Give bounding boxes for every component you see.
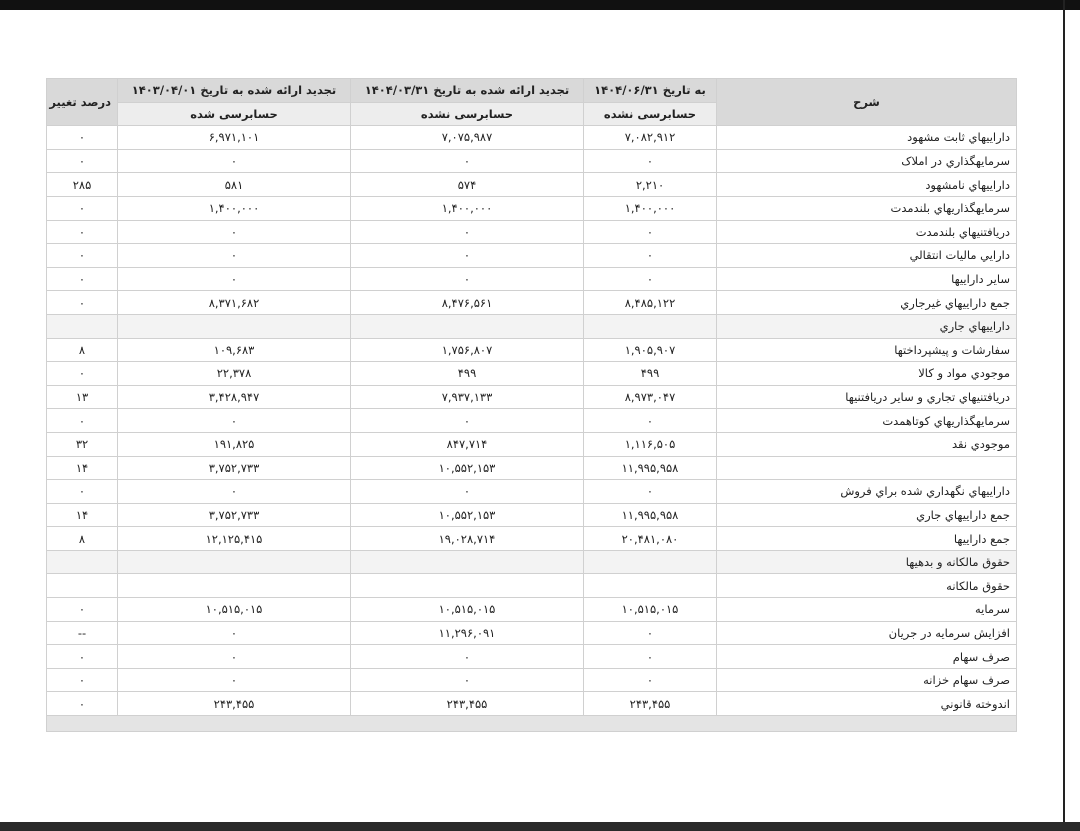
balance-sheet-table <box>46 78 1017 732</box>
table-row <box>47 338 1017 362</box>
cell-restated-2: ۰ <box>118 220 351 244</box>
page-right-edge <box>1063 0 1065 831</box>
table-row <box>47 149 1017 173</box>
row-description <box>717 456 1017 480</box>
table-row <box>47 550 1017 574</box>
cell-restated-2: ۲۲,۳۷۸ <box>118 362 351 386</box>
row-description: سرمایهگذاريهاي بلندمدت <box>717 196 1017 220</box>
cell-current-period: ۰ <box>584 621 717 645</box>
cell-current-period: ۱۰,۵۱۵,۰۱۵ <box>584 598 717 622</box>
cell-restated-2: ۳,۷۵۲,۷۳۳ <box>118 503 351 527</box>
table-row <box>47 385 1017 409</box>
cell-change-percent: ۰ <box>47 362 118 386</box>
cell-restated-2: ۸,۳۷۱,۶۸۲ <box>118 291 351 315</box>
row-description: داراییهاي ثابت مشهود <box>717 126 1017 150</box>
cell-restated-1: ۲۴۳,۴۵۵ <box>351 692 584 716</box>
cell-current-period: ۲۴۳,۴۵۵ <box>584 692 717 716</box>
cell-restated-1: ۰ <box>351 267 584 291</box>
cell-current-period: ۰ <box>584 267 717 291</box>
row-description: صرف سهام خزانه <box>717 668 1017 692</box>
cell-change-percent: ۰ <box>47 126 118 150</box>
cell-current-period: ۲,۲۱۰ <box>584 173 717 197</box>
table-footer-cell <box>47 716 1017 732</box>
cell-current-period: ۰ <box>584 668 717 692</box>
header-restated-2: تجدید ارائه شده به تاریخ ۱۴۰۳/۰۴/۰۱ <box>118 79 351 103</box>
cell-change-percent: ۱۴ <box>47 456 118 480</box>
cell-restated-1: ۷,۹۳۷,۱۳۳ <box>351 385 584 409</box>
header-row <box>47 79 1017 103</box>
cell-restated-2: ۰ <box>118 621 351 645</box>
cell-restated-1: ۸,۴۷۶,۵۶۱ <box>351 291 584 315</box>
table-row <box>47 173 1017 197</box>
row-description: حقوق مالکانه و بدهيها <box>717 550 1017 574</box>
cell-restated-1: ۰ <box>351 409 584 433</box>
cell-restated-2: ۰ <box>118 480 351 504</box>
cell-restated-2: ۰ <box>118 668 351 692</box>
cell-change-percent: ۰ <box>47 244 118 268</box>
row-description: سرمايه <box>717 598 1017 622</box>
cell-restated-1: ۱۱,۲۹۶,۰۹۱ <box>351 621 584 645</box>
cell-restated-1 <box>351 314 584 338</box>
row-description: داراییهاي نگهداري شده براي فروش <box>717 480 1017 504</box>
cell-change-percent: ۰ <box>47 267 118 291</box>
cell-change-percent: ۰ <box>47 196 118 220</box>
cell-restated-1: ۱,۷۵۶,۸۰۷ <box>351 338 584 362</box>
cell-restated-2: ۱۲,۱۲۵,۴۱۵ <box>118 527 351 551</box>
table-row <box>47 598 1017 622</box>
cell-restated-2 <box>118 574 351 598</box>
cell-restated-2: ۰ <box>118 645 351 669</box>
cell-restated-1: ۱۹,۰۲۸,۷۱۴ <box>351 527 584 551</box>
cell-change-percent: ۸ <box>47 527 118 551</box>
cell-change-percent: ۰ <box>47 668 118 692</box>
table-row <box>47 480 1017 504</box>
cell-restated-2: ۰ <box>118 267 351 291</box>
row-description: صرف سهام <box>717 645 1017 669</box>
row-description: ساير داراييها <box>717 267 1017 291</box>
balance-sheet-container <box>46 78 1016 732</box>
row-description: دریافتنيهاي تجاري و ساير دریافتنيها <box>717 385 1017 409</box>
cell-restated-2: ۱۹۱,۸۲۵ <box>118 432 351 456</box>
row-description: سفارشات و پيشپرداختها <box>717 338 1017 362</box>
table-row <box>47 692 1017 716</box>
cell-restated-2: ۱,۴۰۰,۰۰۰ <box>118 196 351 220</box>
cell-restated-1: ۱۰,۵۵۲,۱۵۳ <box>351 503 584 527</box>
table-row <box>47 432 1017 456</box>
screen-top-bar <box>0 0 1080 10</box>
row-description: سرمایهگذاري در املاک <box>717 149 1017 173</box>
cell-current-period: ۰ <box>584 220 717 244</box>
screen-bottom-bar <box>0 822 1080 831</box>
row-description: داراییهاي جاري <box>717 314 1017 338</box>
table-row <box>47 668 1017 692</box>
cell-change-percent: ۰ <box>47 291 118 315</box>
cell-restated-1 <box>351 550 584 574</box>
cell-change-percent: ۰ <box>47 480 118 504</box>
cell-current-period: ۸,۴۸۵,۱۲۲ <box>584 291 717 315</box>
header-restated-1: تجدید ارائه شده به تاریخ ۱۴۰۴/۰۳/۳۱ <box>351 79 584 103</box>
cell-current-period: ۰ <box>584 409 717 433</box>
table-row <box>47 196 1017 220</box>
cell-change-percent: -- <box>47 621 118 645</box>
cell-restated-2: ۳,۷۵۲,۷۳۳ <box>118 456 351 480</box>
table-row <box>47 456 1017 480</box>
cell-change-percent: ۰ <box>47 149 118 173</box>
cell-current-period: ۰ <box>584 244 717 268</box>
cell-restated-1: ۰ <box>351 645 584 669</box>
cell-change-percent: ۸ <box>47 338 118 362</box>
cell-current-period: ۰ <box>584 149 717 173</box>
cell-restated-2: ۱۰,۵۱۵,۰۱۵ <box>118 598 351 622</box>
cell-current-period: ۱,۴۰۰,۰۰۰ <box>584 196 717 220</box>
cell-restated-2: ۵۸۱ <box>118 173 351 197</box>
cell-restated-2: ۰ <box>118 244 351 268</box>
table-row <box>47 621 1017 645</box>
cell-change-percent <box>47 574 118 598</box>
row-description: موجودي نقد <box>717 432 1017 456</box>
row-description: جمع داراییهاي جاري <box>717 503 1017 527</box>
cell-change-percent: ۲۸۵ <box>47 173 118 197</box>
row-description: جمع داراییهاي غيرجاري <box>717 291 1017 315</box>
header-current-period: به تاریخ ۱۴۰۴/۰۶/۳۱ <box>584 79 717 103</box>
cell-current-period: ۰ <box>584 645 717 669</box>
table-row <box>47 503 1017 527</box>
cell-restated-1: ۰ <box>351 149 584 173</box>
cell-restated-2: ۰ <box>118 149 351 173</box>
cell-change-percent: ۰ <box>47 645 118 669</box>
header-sub-restated-1: حسابرسی نشده <box>351 102 584 126</box>
table-row <box>47 314 1017 338</box>
cell-current-period: ۱,۹۰۵,۹۰۷ <box>584 338 717 362</box>
table-row <box>47 409 1017 433</box>
table-row <box>47 527 1017 551</box>
cell-change-percent <box>47 314 118 338</box>
cell-change-percent: ۰ <box>47 598 118 622</box>
cell-current-period <box>584 550 717 574</box>
cell-restated-1 <box>351 574 584 598</box>
cell-restated-1: ۰ <box>351 244 584 268</box>
cell-change-percent: ۳۲ <box>47 432 118 456</box>
table-row <box>47 574 1017 598</box>
cell-change-percent: ۰ <box>47 220 118 244</box>
cell-current-period: ۰ <box>584 480 717 504</box>
row-description: داراییهاي نامشهود <box>717 173 1017 197</box>
row-description: دارایي ماليات انتقالي <box>717 244 1017 268</box>
header-sub-current: حسابرسی نشده <box>584 102 717 126</box>
cell-change-percent: ۰ <box>47 409 118 433</box>
cell-change-percent: ۱۴ <box>47 503 118 527</box>
table-row <box>47 126 1017 150</box>
cell-current-period <box>584 574 717 598</box>
cell-restated-2 <box>118 550 351 574</box>
table-body <box>47 126 1017 716</box>
cell-current-period: ۱۱,۹۹۵,۹۵۸ <box>584 503 717 527</box>
table-row <box>47 244 1017 268</box>
cell-current-period: ۷,۰۸۲,۹۱۲ <box>584 126 717 150</box>
row-description: حقوق مالکانه <box>717 574 1017 598</box>
cell-restated-1: ۷,۰۷۵,۹۸۷ <box>351 126 584 150</box>
row-description: افزايش سرمايه در جريان <box>717 621 1017 645</box>
cell-restated-1: ۱۰,۵۵۲,۱۵۳ <box>351 456 584 480</box>
cell-restated-2: ۱۰۹,۶۸۳ <box>118 338 351 362</box>
cell-change-percent: ۱۳ <box>47 385 118 409</box>
header-sub-restated-2: حسابرسی شده <box>118 102 351 126</box>
cell-restated-2: ۰ <box>118 409 351 433</box>
cell-change-percent <box>47 550 118 574</box>
table-row <box>47 220 1017 244</box>
table-row <box>47 362 1017 386</box>
cell-current-period: ۲۰,۴۸۱,۰۸۰ <box>584 527 717 551</box>
header-change-percent: درصد تغییر <box>47 79 118 126</box>
cell-change-percent: ۰ <box>47 692 118 716</box>
cell-restated-1: ۱۰,۵۱۵,۰۱۵ <box>351 598 584 622</box>
row-description: اندوخته قانوني <box>717 692 1017 716</box>
table-row <box>47 645 1017 669</box>
row-description: سرمایهگذاريهاي کوتاهمدت <box>717 409 1017 433</box>
table-row <box>47 291 1017 315</box>
cell-current-period: ۱,۱۱۶,۵۰۵ <box>584 432 717 456</box>
cell-restated-1: ۴۹۹ <box>351 362 584 386</box>
cell-restated-2 <box>118 314 351 338</box>
cell-restated-1: ۵۷۴ <box>351 173 584 197</box>
cell-current-period: ۸,۹۷۳,۰۴۷ <box>584 385 717 409</box>
cell-restated-2: ۶,۹۷۱,۱۰۱ <box>118 126 351 150</box>
cell-current-period <box>584 314 717 338</box>
cell-restated-2: ۲۴۳,۴۵۵ <box>118 692 351 716</box>
header-desc: شرح <box>717 79 1017 126</box>
row-description: موجودي مواد و کالا <box>717 362 1017 386</box>
cell-restated-1: ۰ <box>351 668 584 692</box>
table-footer-row <box>47 716 1017 732</box>
cell-current-period: ۴۹۹ <box>584 362 717 386</box>
cell-restated-1: ۰ <box>351 220 584 244</box>
row-description: جمع داراییها <box>717 527 1017 551</box>
table-row <box>47 267 1017 291</box>
cell-current-period: ۱۱,۹۹۵,۹۵۸ <box>584 456 717 480</box>
cell-restated-2: ۳,۴۲۸,۹۴۷ <box>118 385 351 409</box>
cell-restated-1: ۱,۴۰۰,۰۰۰ <box>351 196 584 220</box>
cell-restated-1: ۰ <box>351 480 584 504</box>
row-description: دریافتنيهاي بلندمدت <box>717 220 1017 244</box>
cell-restated-1: ۸۴۷,۷۱۴ <box>351 432 584 456</box>
